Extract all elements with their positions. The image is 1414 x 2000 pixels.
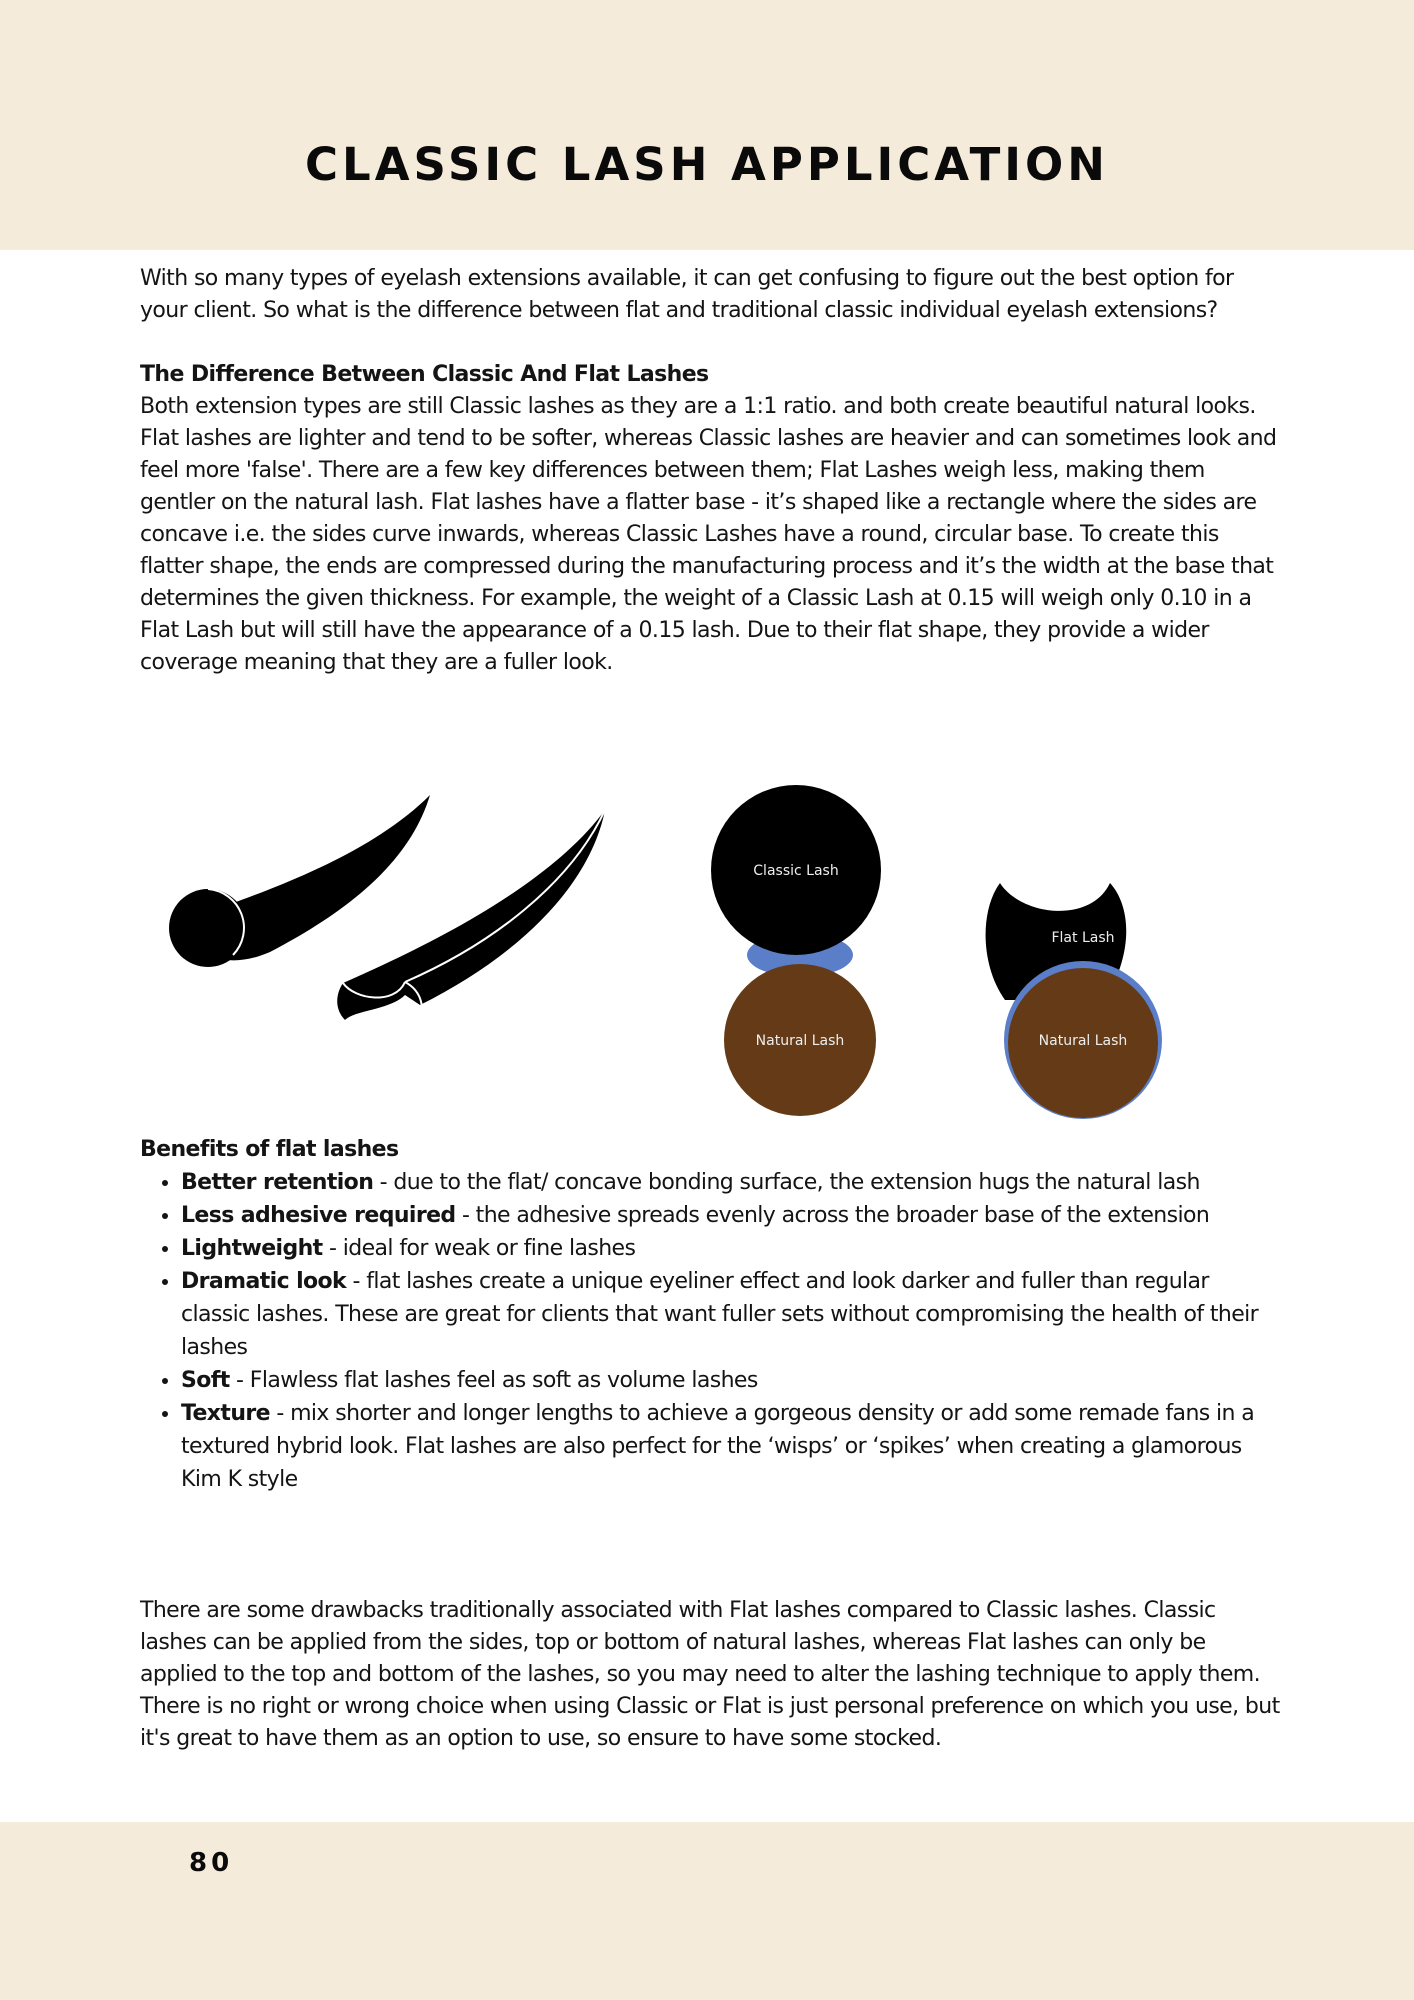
benefit-desc: - the adhesive spreads evenly across the broader base of the extension [455,1203,1210,1228]
flat-comparison [986,883,1162,1119]
section-heading-difference: The Difference Between Classic And Flat Lashes [140,362,709,387]
article-body [140,263,1280,679]
natural-lash-label: Natural Lash [755,1033,845,1049]
closing-paragraph: There are some drawbacks traditionally associated with Flat lashes compared to Classic lashes. Classic lashes can be applied from the sides, top or bottom of natural lashes, whereas Flat lashes can only be applied to the top and bottom of the lashes, so you may need to alter the lashing technique to apply them. There is no right or wrong choice when using Classic or Flat is just personal preference on which you use, but it's great to have them as an option to use, so ensure to have some stocked. [140,1598,1280,1751]
benefits-section [140,1133,1280,1496]
classic-comparison [711,785,881,1116]
list-item [181,1166,1280,1199]
list-item [181,1265,1280,1364]
benefit-desc: - mix shorter and longer lengths to achieve a gorgeous density or add some remade fans in a textured hybrid look. Flat lashes are also perfect for the ‘wisps’ or ‘spikes’ when creating a glamorous Kim K style [181,1401,1255,1492]
benefit-term: Less adhesive required [181,1203,456,1228]
page-number: 80 [189,1848,234,1878]
page-header [0,0,1414,250]
list-item [181,1232,1280,1265]
benefit-desc: - Flawless flat lashes feel as soft as volume lashes [229,1368,758,1393]
difference-paragraph: Both extension types are still Classic lashes as they are a 1:1 ratio. and both create beautiful natural looks. Flat lashes are lighter and tend to be softer, whereas Classic lashes are heavier and can sometimes look and feel more 'false'. There are a few key differences between them; Flat Lashes weigh less, making them gentler on the natural lash. Flat lashes have a flatter base - it’s shaped like a rectangle where the sides are concave i.e. the sides curve inwards, whereas Classic Lashes have a round, circular base. To create this flatter shape, the ends are compressed during the manufacturing process and it’s the width at the base that determines the given thickness. For example, the weight of a Classic Lash at 0.15 will weigh only 0.10 in a Flat Lash but will still have the appearance of a 0.15 lash. Due to their flat shape, they provide a wider coverage meaning that they are a fuller look. [140,394,1277,675]
classic-lash-label: Classic Lash [753,863,839,879]
list-item [181,1199,1280,1232]
benefit-term: Soft [181,1368,230,1393]
flat-lash-label: Flat Lash [1051,930,1115,946]
benefit-term: Dramatic look [181,1269,347,1294]
benefit-term: Lightweight [181,1236,323,1261]
benefits-list [140,1166,1280,1496]
cross-section-diagram [700,775,1260,1125]
benefit-desc: - ideal for weak or fine lashes [322,1236,636,1261]
benefit-term: Texture [181,1401,270,1426]
lash-shape-illustration [150,795,620,1035]
benefit-desc: - due to the flat/ concave bonding surface, the extension hugs the natural lash [373,1170,1200,1195]
benefit-term: Better retention [181,1170,374,1195]
list-item [181,1397,1280,1496]
section-heading-benefits: Benefits of flat lashes [140,1137,399,1162]
intro-paragraph: With so many types of eyelash extensions available, it can get confusing to figure out the best option for your client. So what is the difference between flat and traditional classic individual eyelash extensions? [140,266,1234,323]
list-item [181,1364,1280,1397]
benefit-desc: - flat lashes create a unique eyeliner effect and look darker and fuller than regular classic lashes. These are great for clients that want fuller sets without compromising the health of their lashes [181,1269,1259,1360]
page-title: CLASSIC LASH APPLICATION [305,138,1109,191]
classic-lash-drawing [169,795,430,967]
natural-lash-label: Natural Lash [1038,1033,1128,1049]
lash-comparison-figures [140,775,1280,1125]
